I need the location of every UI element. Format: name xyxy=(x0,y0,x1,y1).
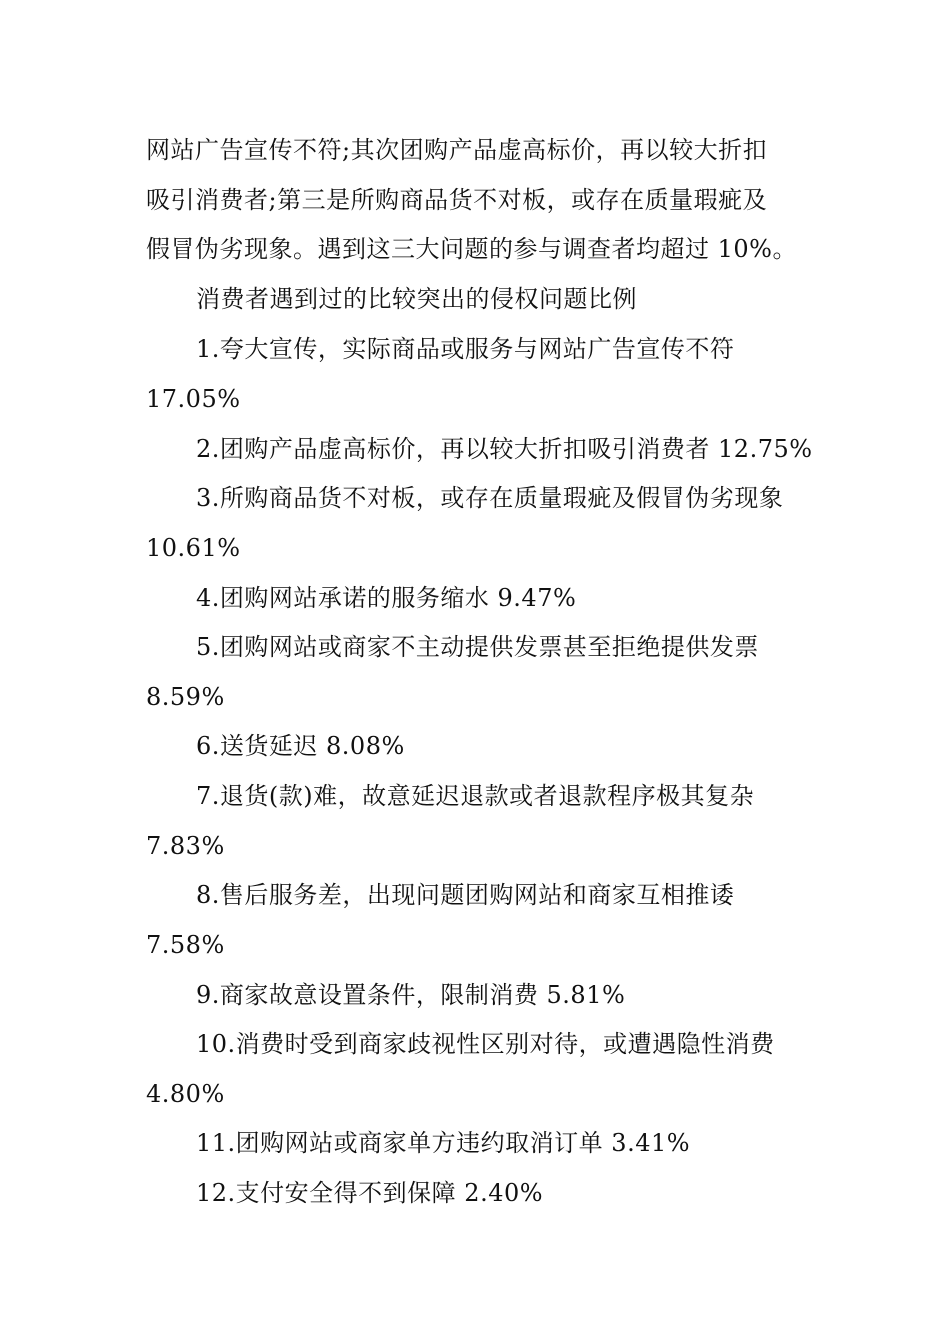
list-item: 3.所购商品货不对板，或存在质量瑕疵及假冒伪劣现象 xyxy=(196,484,784,512)
list-item-value: 7.83% xyxy=(146,832,225,860)
list-item: 2.团购产品虚高标价，再以较大折扣吸引消费者 12.75% xyxy=(196,435,813,463)
list-item-value: 8.59% xyxy=(146,683,225,711)
list-title: 消费者遇到过的比较突出的侵权问题比例 xyxy=(196,285,637,313)
paragraph-line: 网站广告宣传不符;其次团购产品虚高标价，再以较大折扣 xyxy=(146,136,768,164)
list-item: 10.消费时受到商家歧视性区别对待，或遭遇隐性消费 xyxy=(196,1030,775,1058)
list-item: 1.夸大宣传，实际商品或服务与网站广告宣传不符 xyxy=(196,335,735,363)
paragraph-line: 吸引消费者;第三是所购商品货不对板，或存在质量瑕疵及 xyxy=(146,186,768,214)
list-item: 5.团购网站或商家不主动提供发票甚至拒绝提供发票 xyxy=(196,633,759,661)
list-item-value: 10.61% xyxy=(146,534,241,562)
list-item: 9.商家故意设置条件，限制消费 5.81% xyxy=(196,981,626,1009)
list-item: 6.送货延迟 8.08% xyxy=(196,732,405,760)
list-item: 11.团购网站或商家单方违约取消订单 3.41% xyxy=(196,1129,691,1157)
paragraph-line: 假冒伪劣现象。遇到这三大问题的参与调查者均超过 10%。 xyxy=(146,235,797,263)
list-item-value: 17.05% xyxy=(146,385,241,413)
list-item: 12.支付安全得不到保障 2.40% xyxy=(196,1179,544,1207)
list-item-value: 7.58% xyxy=(146,931,225,959)
list-item-value: 4.80% xyxy=(146,1080,225,1108)
list-item: 8.售后服务差，出现问题团购网站和商家互相推诿 xyxy=(196,881,735,909)
list-item: 7.退货(款)难，故意延迟退款或者退款程序极其复杂 xyxy=(196,782,755,810)
list-item: 4.团购网站承诺的服务缩水 9.47% xyxy=(196,584,577,612)
